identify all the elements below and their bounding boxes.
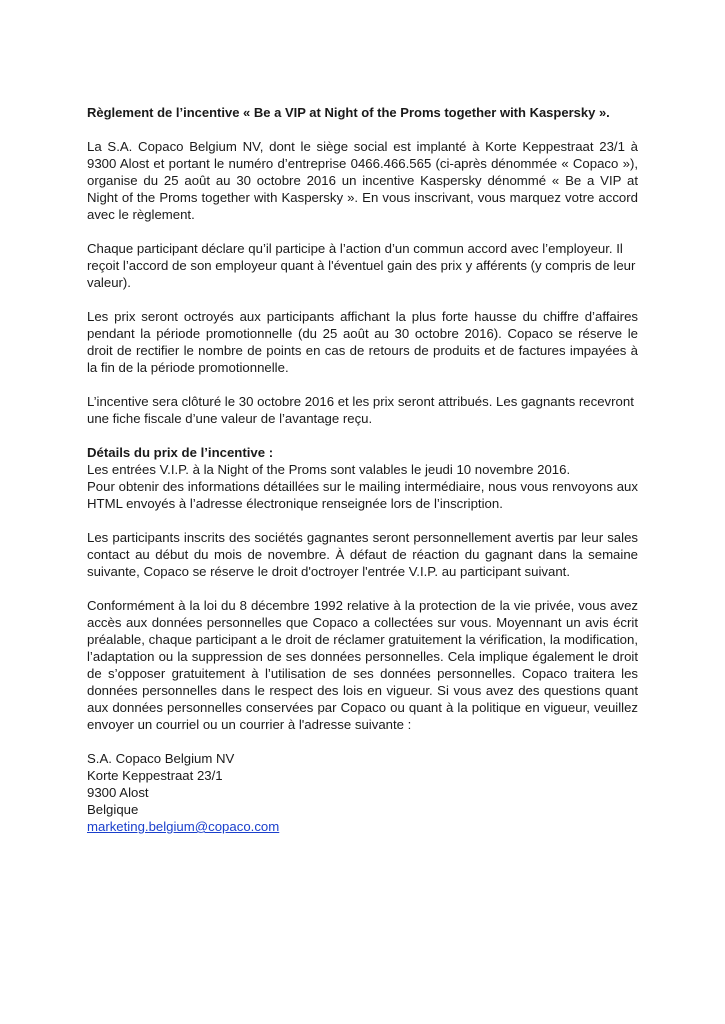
participation-paragraph: Chaque participant déclare qu’il participe à l’action d’un commun accord avec l’employeur. Il reçoit l’accord de son employeur quant à l'éventuel gain des prix y afférents (y compris de leur valeur). [87,241,636,290]
intro-paragraph: La S.A. Copaco Belgium NV, dont le siège social est implanté à Korte Keppestraat 23/1 à 9300 Alost et portant le numéro d’entreprise 0466.466.565 (ci-après dénommée « Copaco »), organise du 25 août au 30 octobre 2016 un incentive Kaspersky dénommé « Be a VIP at Night of the Proms together with Kaspersky ». En vous inscrivant, vous marquez votre accord avec le règlement. [87,139,638,222]
prize-details-heading: Détails du prix de l’incentive : [87,445,274,460]
address-company: S.A. Copaco Belgium NV [87,751,235,766]
address-street: Korte Keppestraat 23/1 [87,768,223,783]
prize-details-line-1: Les entrées V.I.P. à la Night of the Proms sont valables le jeudi 10 novembre 2016. [87,462,571,477]
document-page [87,104,638,835]
closing-paragraph: L’incentive sera clôturé le 30 octobre 2016 et les prix seront attribués. Les gagnants recevront une fiche fiscale d’une valeur de l’avantage reçu. [87,394,634,426]
contact-email-link[interactable]: marketing.belgium@copaco.com [87,819,280,834]
winners-paragraph: Les participants inscrits des sociétés gagnantes seront personnellement avertis par leur sales contact au début du mois de novembre. À défaut de réaction du gagnant dans la semaine suivante, Copaco se réserve le droit d'octroyer l'entrée V.I.P. au participant suivant. [87,530,638,579]
address-country: Belgique [87,802,139,817]
contact-address [87,750,638,835]
prize-details-section [87,444,638,512]
document-title: Règlement de l’incentive « Be a VIP at Night of the Proms together with Kaspersky ». [87,105,610,120]
prize-details-line-2: Pour obtenir des informations détaillées sur le mailing intermédiaire, nous vous renvoyons aux HTML envoyés à l’adresse électronique renseignée lors de l’inscription. [87,479,638,511]
prizes-paragraph: Les prix seront octroyés aux participants affichant la plus forte hausse du chiffre d’affaires pendant la période promotionnelle (du 25 août au 30 octobre 2016). Copaco se réserve le droit de rectifier le nombre de points en cas de retours de produits et de factures impayées à la fin de la période promotionnelle. [87,309,638,375]
privacy-paragraph: Conformément à la loi du 8 décembre 1992 relative à la protection de la vie privée, vous avez accès aux données personnelles que Copaco a collectées sur vous. Moyennant un avis écrit préalable, chaque participant a le droit de réclamer gratuitement la vérification, la modification, l’adaptation ou la suppression de ses données personnelles. Cela implique également le droit de s’opposer gratuitement à l’utilisation de ses données personnelles. Copaco traitera les données personnelles dans le respect des lois en vigueur. Si vous avez des questions quant aux données personnelles conservées par Copaco ou quant à la politique en vigueur, veuillez envoyer un courriel ou un courrier à l'adresse suivante : [87,598,638,732]
address-city: 9300 Alost [87,785,149,800]
